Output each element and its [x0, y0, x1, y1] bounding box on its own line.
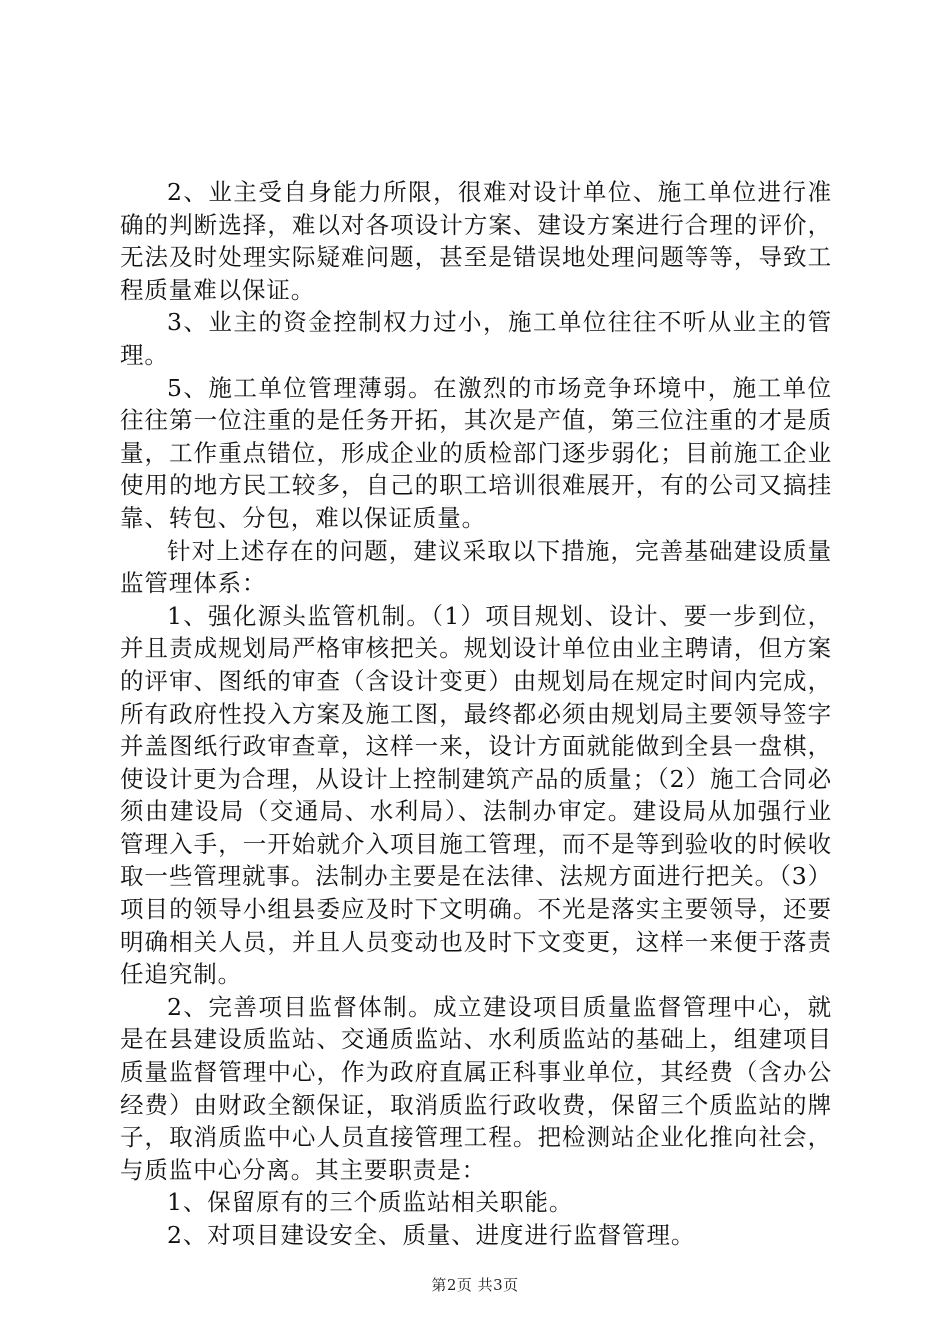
paragraph-owner-capability: 2、业主受自身能力所限，很难对设计单位、施工单位进行准确的判断选择，难以对各项设计方案、建设方案进行合理的评价，无法及时处理实际疑难问题，甚至是错误地处理问题等等，导致工程质量难以保证。: [120, 178, 832, 304]
paragraph-contractor-management: 5、施工单位管理薄弱。在激烈的市场竞争环境中，施工单位往往第一位注重的是任务开拓，其次是产值，第三位注重的才是质量，工作重点错位，形成企业的质检部门逐步弱化；目前施工企业使用的地方民工较多，自己的职工培训很难展开，有的公司又搞挂靠、转包、分包，难以保证质量。: [120, 373, 832, 532]
paragraph-measures-intro: 针对上述存在的问题，建议采取以下措施，完善基础建设质量监管理体系：: [120, 536, 832, 598]
page-footer: 第2页 共3页: [431, 1276, 519, 1294]
paragraph-source-supervision: 1、强化源头监管机制。（1）项目规划、设计、要一步到位，并且责成规划局严格审核把关。规划设计单位由业主聘请，但方案的评审、图纸的审查（含设计变更）由规划局在规定时间内完成，所有政府性投入方案及施工图，最终都必须由规划局主要领导签字并盖图纸行政审查章，这样一来，设计方面就能做到全县一盘棋，使设计更为合理，从设计上控制建筑产品的质量；（2）施工合同必须由建设局（交通局、水利局）、法制办审定。建设局从加强行业管理入手，一开始就介入项目施工管理，而不是等到验收的时候收取一些管理就事。法制办主要是在法律、法规方面进行把关。（3）项目的领导小组县委应及时下文明确。不光是落实主要领导，还要明确相关人员，并且人员变动也及时下文变更，这样一来便于落责任追究制。: [120, 601, 832, 989]
paragraph-project-supervision: 2、完善项目监督体制。成立建设项目质量监督管理中心，就是在县建设质监站、交通质监站、水利质监站的基础上，组建项目质量监督管理中心，作为政府直属正科事业单位，其经费（含办公经费）由财政全额保证，取消质监行政收费，保留三个质监站的牌子，取消质监中心人员直接管理工程。把检测站企业化推向社会，与质监中心分离。其主要职责是：: [120, 992, 832, 1184]
paragraph-owner-funding: 3、业主的资金控制权力过小，施工单位往往不听从业主的管理。: [120, 308, 832, 369]
document-body: [120, 176, 832, 1252]
paragraph-duty-2: 2、对项目建设安全、质量、进度进行监督管理。: [167, 1221, 696, 1249]
paragraph-duty-1: 1、保留原有的三个质监站相关职能。: [167, 1188, 574, 1217]
